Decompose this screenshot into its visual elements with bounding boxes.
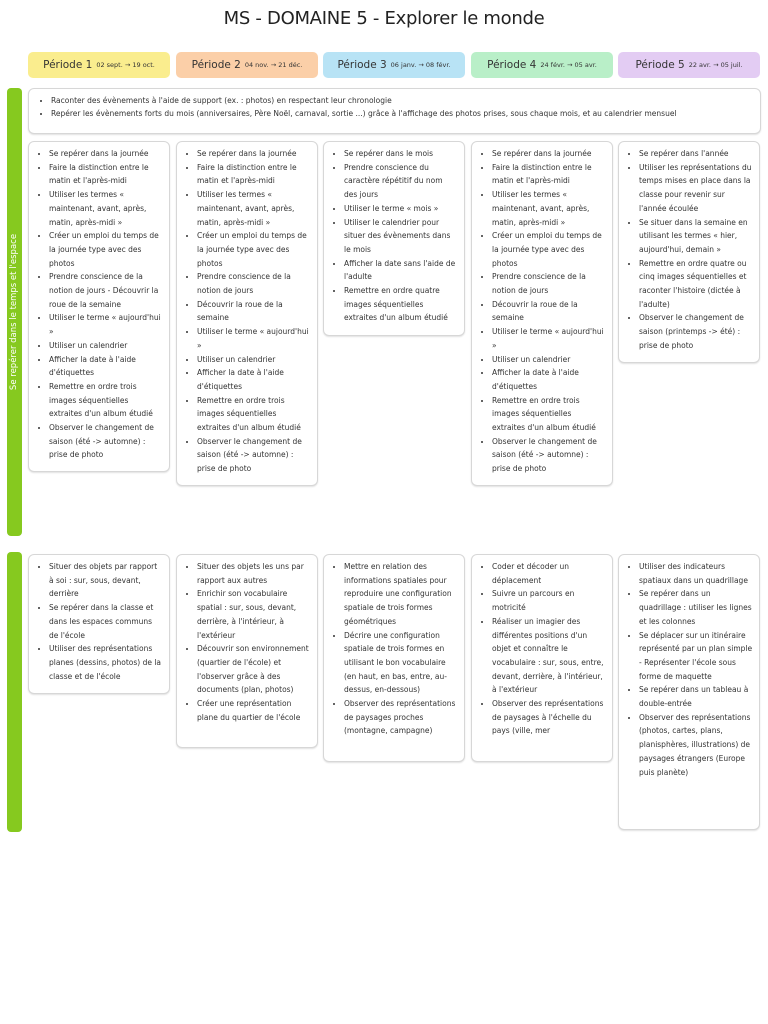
list-item: • Décrire une configuration spatiale de trois formes en utilisant le bon vocabulaire (en haut, en bas, entre, au-dessus, en-dessous) bbox=[344, 629, 458, 698]
period-dates: 06 janv. → 08 févr. bbox=[390, 61, 451, 69]
list-item: • Utiliser des indicateurs spatiaux dans un quadrillage bbox=[639, 560, 753, 587]
list-item: • Créer un emploi du temps de la journée type avec des photos bbox=[492, 229, 606, 270]
period-dates: 24 févr. → 05 avr. bbox=[540, 61, 597, 69]
list-item: • Utiliser des représentations planes (dessins, photos) de la classe et de l'école bbox=[49, 642, 163, 683]
objectives-list bbox=[183, 560, 311, 724]
list-item: • Faire la distinction entre le matin et l'après-midi bbox=[492, 161, 606, 188]
list-item: • Découvrir la roue de la semaine bbox=[197, 298, 311, 325]
list-item: • Remettre en ordre trois images séquentielles extraites d'un album étudié bbox=[197, 394, 311, 435]
time-period-4-box bbox=[471, 141, 613, 486]
objectives-list bbox=[478, 147, 606, 476]
list-item: • Enrichir son vocabulaire spatial : sur, sous, devant, derrière, à l'intérieur, à l'extérieur bbox=[197, 587, 311, 642]
list-item: • Utiliser les termes « maintenant, avant, après, matin, après-midi » bbox=[492, 188, 606, 229]
period-header-3 bbox=[323, 52, 465, 78]
yearlong-objectives-list bbox=[37, 94, 752, 120]
list-item: • Afficher la date à l'aide d'étiquettes bbox=[49, 353, 163, 380]
list-item: • Se repérer dans le mois bbox=[344, 147, 458, 161]
list-item: • Utiliser les représentations du temps mises en place dans la classe pour revenir sur l'année écoulée bbox=[639, 161, 753, 216]
list-item: • Utiliser le terme « aujourd'hui » bbox=[492, 325, 606, 352]
objectives-list bbox=[625, 147, 753, 353]
objectives-list bbox=[183, 147, 311, 476]
list-item: • Prendre conscience du caractère répétitif du nom des jours bbox=[344, 161, 458, 202]
section-sidebar-space bbox=[7, 552, 22, 832]
list-item: • Observer le changement de saison (printemps -> été) : prise de photo bbox=[639, 311, 753, 352]
objectives-list bbox=[330, 560, 458, 738]
objectives-list bbox=[625, 560, 753, 779]
list-item: • Remettre en ordre trois images séquentielles extraites d'un album étudié bbox=[49, 380, 163, 421]
period-name: Période 1 bbox=[43, 59, 93, 71]
list-item: • Observer le changement de saison (été -> automne) : prise de photo bbox=[197, 435, 311, 476]
list-item: • Observer le changement de saison (été -> automne) : prise de photo bbox=[492, 435, 606, 476]
list-item: • Observer le changement de saison (été -> automne) : prise de photo bbox=[49, 421, 163, 462]
list-item: • Utiliser un calendrier bbox=[197, 353, 311, 367]
list-item: • Créer un emploi du temps de la journée type avec des photos bbox=[49, 229, 163, 270]
section-label-time bbox=[7, 88, 22, 536]
list-item: • Se repérer dans un quadrillage : utiliser les lignes et les colonnes bbox=[639, 587, 753, 628]
list-item: • Observer des représentations (photos, cartes, plans, planisphères, illustrations) de paysages étrangers (Europe puis planète) bbox=[639, 711, 753, 780]
period-dates: 02 sept. → 19 oct. bbox=[96, 61, 155, 69]
list-item: • Se repérer dans la classe et dans les espaces communs de l'école bbox=[49, 601, 163, 642]
space-period-5-box bbox=[618, 554, 760, 830]
period-dates: 04 nov. → 21 déc. bbox=[244, 61, 303, 69]
period-header-1 bbox=[28, 52, 170, 78]
space-period-1-box bbox=[28, 554, 170, 694]
list-item: • Afficher la date à l'aide d'étiquettes bbox=[197, 366, 311, 393]
list-item: • Faire la distinction entre le matin et l'après-midi bbox=[49, 161, 163, 188]
period-dates: 22 avr. → 05 juil. bbox=[688, 61, 743, 69]
objectives-list bbox=[35, 560, 163, 683]
list-item: • Utiliser les termes « maintenant, avant, après, matin, après-midi » bbox=[49, 188, 163, 229]
list-item: • Découvrir la roue de la semaine bbox=[492, 298, 606, 325]
objectives-list bbox=[330, 147, 458, 325]
time-period-5-box bbox=[618, 141, 760, 363]
list-item: • Utiliser le terme « mois » bbox=[344, 202, 458, 216]
space-period-2-box bbox=[176, 554, 318, 748]
list-item: • Prendre conscience de la notion de jours - Découvrir la roue de la semaine bbox=[49, 270, 163, 311]
period-name: Période 5 bbox=[635, 59, 685, 71]
yearlong-objectives-box bbox=[28, 88, 761, 134]
list-item: • Se repérer dans la journée bbox=[492, 147, 606, 161]
space-period-4-box bbox=[471, 554, 613, 762]
list-item: • Se repérer dans la journée bbox=[197, 147, 311, 161]
list-item: • Prendre conscience de la notion de jours bbox=[197, 270, 311, 297]
period-header-5 bbox=[618, 52, 760, 78]
period-header-2 bbox=[176, 52, 318, 78]
list-item: • Suivre un parcours en motricité bbox=[492, 587, 606, 614]
list-item: • Utiliser les termes « maintenant, avant, après, matin, après-midi » bbox=[197, 188, 311, 229]
list-item: • Remettre en ordre trois images séquentielles extraites d'un album étudié bbox=[492, 394, 606, 435]
list-item: • Mettre en relation des informations spatiales pour reproduire une configuration spatiale de trois formes géométriques bbox=[344, 560, 458, 629]
list-item: • Créer une représentation plane du quartier de l'école bbox=[197, 697, 311, 724]
period-name: Période 3 bbox=[337, 59, 387, 71]
list-item: • Se repérer dans la journée bbox=[49, 147, 163, 161]
list-item: • Observer des représentations de paysages à l'échelle du pays (ville, mer bbox=[492, 697, 606, 738]
section-label-text: Se repérer dans le temps et l'espace bbox=[9, 233, 20, 391]
list-item: • Prendre conscience de la notion de jours bbox=[492, 270, 606, 297]
list-item: • Se repérer dans l'année bbox=[639, 147, 753, 161]
list-item: • Faire la distinction entre le matin et l'après-midi bbox=[197, 161, 311, 188]
list-item: • Utiliser le terme « aujourd'hui » bbox=[49, 311, 163, 338]
list-item: • Se déplacer sur un itinéraire représenté par un plan simple - Représenter l'école sous forme de maquette bbox=[639, 629, 753, 684]
list-item: • Situer des objets les uns par rapport aux autres bbox=[197, 560, 311, 587]
list-item: • Utiliser un calendrier bbox=[49, 339, 163, 353]
list-item: • Remettre en ordre quatre images séquentielles extraites d'un album étudié bbox=[344, 284, 458, 325]
objectives-list bbox=[35, 147, 163, 462]
space-period-3-box bbox=[323, 554, 465, 762]
list-item: • Raconter des évènements à l'aide de support (ex. : photos) en respectant leur chronologie bbox=[51, 94, 752, 107]
time-period-3-box bbox=[323, 141, 465, 336]
list-item: • Utiliser le terme « aujourd'hui » bbox=[197, 325, 311, 352]
list-item: • Créer un emploi du temps de la journée type avec des photos bbox=[197, 229, 311, 270]
list-item: • Réaliser un imagier des différentes positions d'un objet et connaître le vocabulaire : sur, sous, entre, devant, derrière, à l'intérieur, à l'extérieur bbox=[492, 615, 606, 697]
period-name: Période 4 bbox=[487, 59, 537, 71]
page-title: MS - DOMAINE 5 - Explorer le monde bbox=[223, 8, 545, 29]
list-item: • Repérer les évènements forts du mois (anniversaires, Père Noël, carnaval, sortie ...) grâce à l'affichage des photos prises, sous chaque mois, et au calendrier mensuel bbox=[51, 107, 752, 120]
list-item: • Afficher la date à l'aide d'étiquettes bbox=[492, 366, 606, 393]
list-item: • Se situer dans la semaine en utilisant les termes « hier, aujourd'hui, demain » bbox=[639, 216, 753, 257]
list-item: • Utiliser le calendrier pour situer des évènements dans le mois bbox=[344, 216, 458, 257]
list-item: • Observer des représentations de paysages proches (montagne, campagne) bbox=[344, 697, 458, 738]
time-period-2-box bbox=[176, 141, 318, 486]
list-item: • Se repérer dans un tableau à double-entrée bbox=[639, 683, 753, 710]
list-item: • Découvrir son environnement (quartier de l'école) et l'observer grâce à des documents (plan, photos) bbox=[197, 642, 311, 697]
list-item: • Coder et décoder un déplacement bbox=[492, 560, 606, 587]
list-item: • Afficher la date sans l'aide de l'adulte bbox=[344, 257, 458, 284]
period-header-4 bbox=[471, 52, 613, 78]
time-period-1-box bbox=[28, 141, 170, 472]
list-item: • Situer des objets par rapport à soi : sur, sous, devant, derrière bbox=[49, 560, 163, 601]
period-name: Période 2 bbox=[191, 59, 241, 71]
list-item: • Remettre en ordre quatre ou cinq images séquentielles et raconter l'histoire (dictée à l'adulte) bbox=[639, 257, 753, 312]
objectives-list bbox=[478, 560, 606, 738]
list-item: • Utiliser un calendrier bbox=[492, 353, 606, 367]
